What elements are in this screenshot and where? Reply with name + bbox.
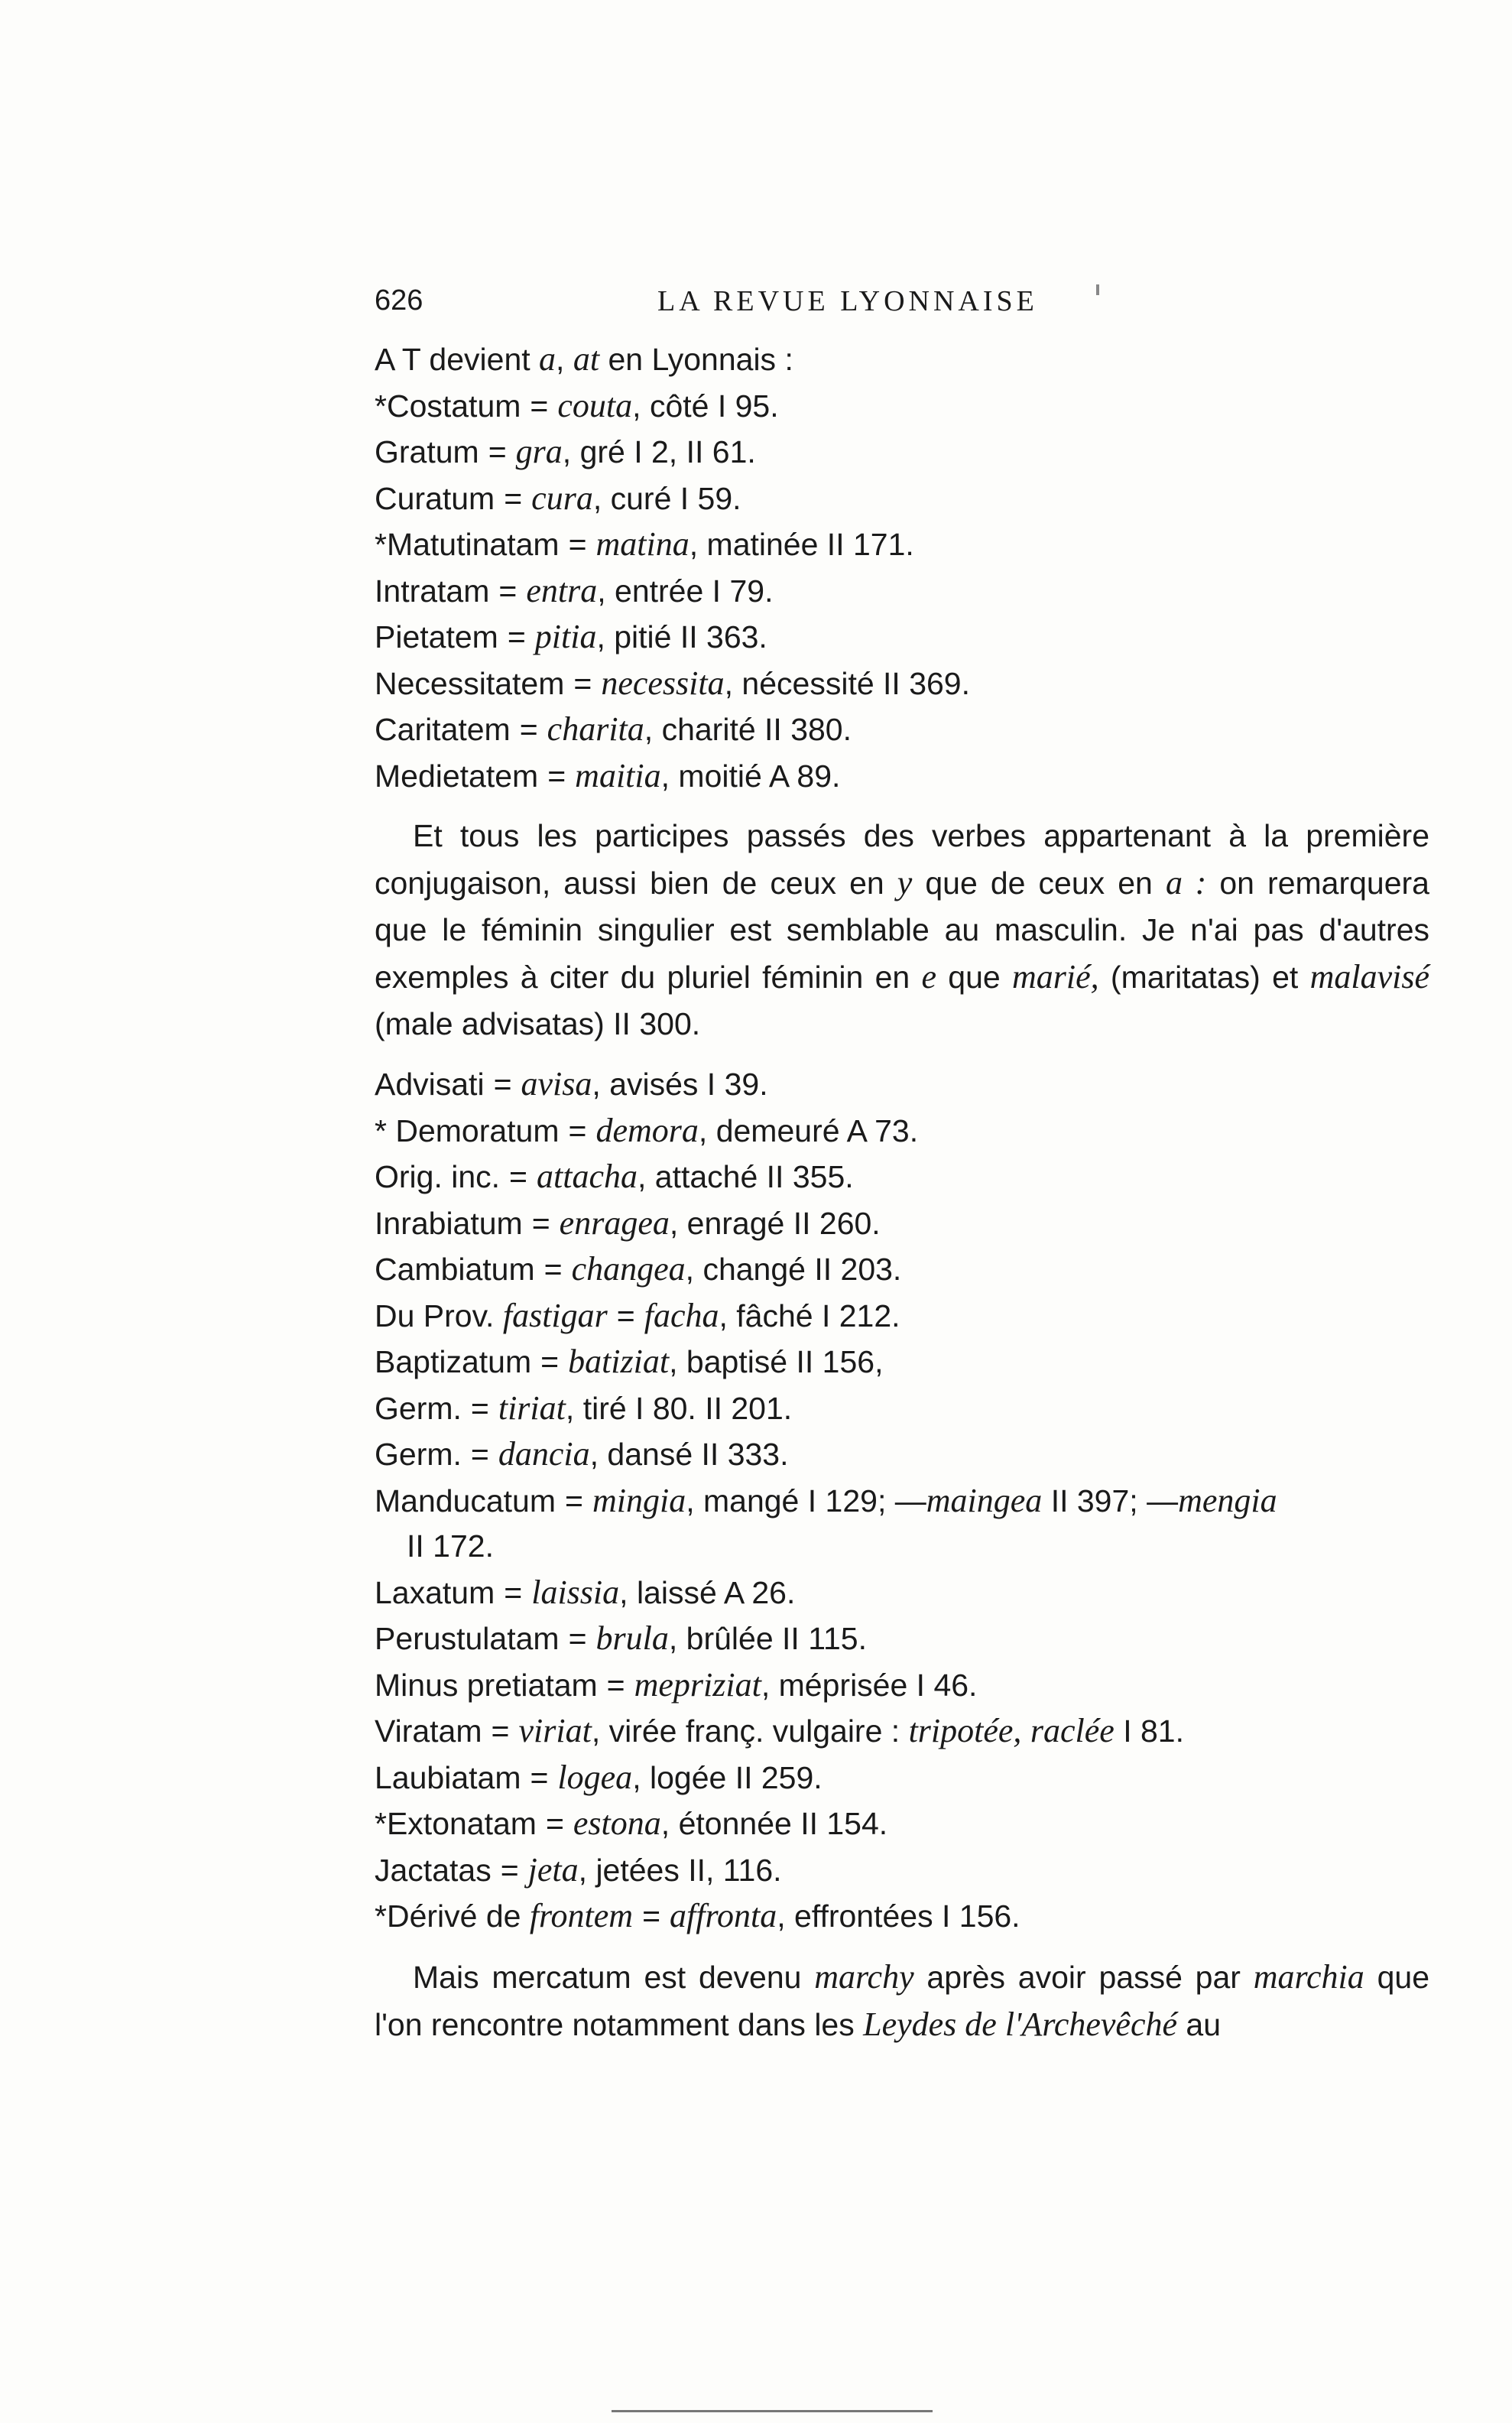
- equals-sign: =: [568, 1621, 587, 1656]
- entry-line: Pietatem = pitia, pitié II 363.: [375, 618, 767, 655]
- french-gloss: changé II 203.: [702, 1252, 902, 1287]
- french-gloss: nécessité II 369.: [741, 665, 970, 701]
- entry-line: Necessitatem = necessita, nécessité II 369.: [375, 664, 970, 702]
- latin-term: Baptizatum: [375, 1344, 532, 1379]
- entry-list-participles-2: [375, 1339, 1429, 1478]
- equals-sign: =: [509, 1159, 527, 1194]
- latin-term: Perustulatam: [375, 1621, 560, 1656]
- french-gloss: entrée I 79.: [615, 573, 774, 609]
- french-gloss: moitié A 89.: [678, 758, 841, 794]
- entry-list-a-t: [375, 383, 1429, 800]
- latin-term: Inrabiatum: [375, 1205, 523, 1241]
- french-gloss: dansé II 333.: [607, 1437, 789, 1472]
- equals-sign: =: [606, 1667, 625, 1703]
- french-gloss: méprisée I 46.: [778, 1667, 978, 1703]
- entry-line: *Extonatam = estona, étonnée II 154.: [375, 1804, 888, 1842]
- entry-frontem: *Dérivé de frontem = affronta, effrontées I 156.: [375, 1897, 1020, 1934]
- lyonnais-form: matina: [595, 525, 689, 563]
- lyonnais-form: demora: [595, 1111, 699, 1149]
- lyonnais-form: entra: [526, 571, 598, 609]
- french-gloss: baptisé II 156,: [686, 1344, 884, 1379]
- lyonnais-form: necessita: [601, 664, 725, 702]
- entry-manducatum: Manducatum = mingia, mangé I 129; —maingea II 397; —mengia: [375, 1481, 1277, 1519]
- latin-term: * Demoratum: [375, 1112, 560, 1148]
- equals-sign: =: [568, 1112, 587, 1148]
- entry-line: Germ. = dancia, dansé II 333.: [375, 1435, 789, 1473]
- equals-sign: =: [498, 573, 518, 609]
- entry-list-participles: [375, 1061, 1429, 1293]
- latin-term: Intratam: [375, 573, 490, 609]
- equals-sign: =: [568, 527, 587, 562]
- lyonnais-form: attacha: [537, 1158, 638, 1195]
- paragraph-participles: Et tous les participes passés des verbes appartenant à la première conjugaison, aussi bien de ceux en y que de ceux en a : on remarquera que le féminin singulier est semblable au masculin. Je n'ai pas d'autres exemples à citer du pluriel féminin en e que marié, (maritatas) et malavisé (male advisatas) II 300.: [375, 818, 1429, 1041]
- lyonnais-form: enragea: [559, 1203, 670, 1242]
- entry-viratam: Viratam = viriat, virée franç. vulgaire : tripotée, raclée I 81.: [375, 1712, 1184, 1749]
- entry-fastigar: Du Prov. fastigar = facha, fâché I 212.: [375, 1296, 900, 1334]
- entry-line: Cambiatum = changea, changé II 203.: [375, 1250, 902, 1288]
- entry-line: Caritatem = charita, charité II 380.: [375, 710, 852, 748]
- bottom-rule: [612, 2410, 933, 2412]
- latin-term: Curatum: [375, 480, 495, 516]
- page-number: 626: [375, 284, 423, 317]
- entry-line: *Matutinatam = matina, matinée II 171.: [375, 525, 914, 563]
- equals-sign: =: [530, 388, 549, 424]
- french-gloss: attaché II 355.: [654, 1159, 854, 1194]
- lyonnais-form: brula: [595, 1619, 669, 1657]
- entry-line: Perustulatam = brula, brûlée II 115.: [375, 1619, 867, 1657]
- french-gloss: matinée II 171.: [706, 527, 914, 562]
- entry-line: Intratam = entra, entrée I 79.: [375, 571, 774, 609]
- lyonnais-form: cura: [531, 479, 593, 517]
- equals-sign: =: [507, 619, 526, 654]
- entry-line: Jactatas = jeta, jetées II, 116.: [375, 1850, 782, 1889]
- entry-line: Curatum = cura, curé I 59.: [375, 479, 741, 517]
- equals-sign: =: [530, 1759, 549, 1795]
- latin-term: Germ.: [375, 1390, 462, 1426]
- equals-sign: =: [543, 1252, 563, 1287]
- entry-line: Baptizatum = batiziat, baptisé II 156,: [375, 1343, 884, 1380]
- equals-sign: =: [540, 1344, 560, 1379]
- french-gloss: charité II 380.: [661, 712, 852, 747]
- latin-term: *Costatum: [375, 388, 521, 424]
- entry-line: Laubiatam = logea, logée II 259.: [375, 1758, 823, 1796]
- equals-sign: =: [519, 712, 538, 747]
- entry-line: Minus pretiatam = mepriziat, méprisée I 46.: [375, 1665, 978, 1704]
- french-gloss: demeuré A 73.: [715, 1112, 919, 1148]
- equals-sign: =: [547, 758, 566, 794]
- equals-sign: =: [504, 480, 523, 516]
- lyonnais-form: avisa: [521, 1065, 592, 1103]
- french-gloss: enragé II 260.: [686, 1205, 881, 1241]
- entry-line: *Costatum = couta, côté I 95.: [375, 386, 779, 424]
- latin-term: Minus pretiatam: [375, 1667, 598, 1703]
- lyonnais-form: jeta: [527, 1850, 579, 1889]
- lyonnais-form: maitia: [575, 756, 661, 794]
- latin-term: Necessitatem: [375, 665, 565, 701]
- equals-sign: =: [545, 1806, 564, 1841]
- equals-sign: =: [488, 434, 507, 469]
- french-gloss: brûlée II 115.: [686, 1621, 867, 1656]
- equals-sign: =: [493, 1067, 512, 1102]
- latin-term: *Matutinatam: [375, 527, 560, 562]
- equals-sign: =: [531, 1205, 550, 1241]
- latin-term: Laxatum: [375, 1574, 495, 1610]
- equals-sign: =: [573, 665, 592, 701]
- entry-line: Advisati = avisa, avisés I 39.: [375, 1065, 768, 1103]
- latin-term: Jactatas: [375, 1852, 492, 1888]
- latin-term: Laubiatam: [375, 1759, 521, 1795]
- lyonnais-form: changea: [571, 1250, 686, 1288]
- entry-list-participles-4: [375, 1755, 1429, 1894]
- equals-sign: =: [500, 1852, 519, 1888]
- latin-term: Advisati: [375, 1067, 485, 1102]
- entry-line: Medietatem = maitia, moitié A 89.: [375, 756, 841, 794]
- equals-sign: =: [470, 1390, 489, 1426]
- paragraph-mercatum: Mais mercatum est devenu marchy après avoir passé par marchia que l'on rencontre notamment dans les Leydes de l'Archevêché au: [375, 1957, 1429, 2043]
- french-gloss: pitié II 363.: [614, 619, 767, 654]
- french-gloss: laissé A 26.: [636, 1574, 796, 1610]
- latin-term: Gratum: [375, 434, 479, 469]
- page-body: [375, 336, 1429, 2048]
- entry-list-participles-3: [375, 1570, 1429, 1709]
- french-gloss: gré I 2, II 61.: [579, 434, 756, 469]
- entry-line: Laxatum = laissia, laissé A 26.: [375, 1573, 796, 1611]
- french-gloss: tiré I 80. II 201.: [582, 1390, 793, 1426]
- latin-term: Medietatem: [375, 758, 539, 794]
- latin-term: Orig. inc.: [375, 1159, 501, 1194]
- equals-sign: =: [504, 1574, 523, 1610]
- latin-term: *Extonatam: [375, 1806, 537, 1841]
- latin-term: Cambiatum: [375, 1252, 535, 1287]
- entry-line: * Demoratum = demora, demeuré A 73.: [375, 1111, 919, 1149]
- latin-term: Caritatem: [375, 712, 511, 747]
- running-title: LA REVUE LYONNAISE: [657, 285, 1038, 317]
- lyonnais-form: logea: [557, 1758, 633, 1796]
- lyonnais-form: mepriziat: [634, 1665, 761, 1704]
- latin-term: Germ.: [375, 1437, 462, 1472]
- french-gloss: jetées II, 116.: [595, 1852, 782, 1888]
- french-gloss: côté I 95.: [649, 388, 779, 424]
- french-gloss: avisés I 39.: [609, 1067, 768, 1102]
- page-header: [375, 284, 1429, 330]
- entry-manducatum-cont: II 172.: [407, 1528, 494, 1564]
- entry-line: Inrabiatum = enragea, enragé II 260.: [375, 1203, 881, 1242]
- equals-sign: =: [470, 1437, 489, 1472]
- lyonnais-form: gra: [515, 433, 563, 470]
- lyonnais-form: charita: [547, 710, 644, 748]
- lyonnais-form: pitia: [534, 618, 597, 655]
- lyonnais-form: dancia: [498, 1435, 590, 1473]
- entry-line: Germ. = tiriat, tiré I 80. II 201.: [375, 1389, 793, 1427]
- scan-speck: [1096, 284, 1099, 295]
- lyonnais-form: couta: [557, 386, 633, 424]
- latin-term: Pietatem: [375, 619, 498, 654]
- lyonnais-form: laissia: [531, 1573, 620, 1611]
- intro-line: A T devient a, at en Lyonnais :: [375, 340, 793, 378]
- french-gloss: étonnée II 154.: [678, 1806, 888, 1841]
- entry-line: Gratum = gra, gré I 2, II 61.: [375, 433, 756, 470]
- lyonnais-form: batiziat: [568, 1343, 670, 1380]
- entry-line: Orig. inc. = attacha, attaché II 355.: [375, 1158, 854, 1195]
- french-gloss: curé I 59.: [610, 480, 741, 516]
- lyonnais-form: tiriat: [498, 1389, 566, 1427]
- lyonnais-form: estona: [573, 1804, 661, 1842]
- french-gloss: logée II 259.: [649, 1759, 823, 1795]
